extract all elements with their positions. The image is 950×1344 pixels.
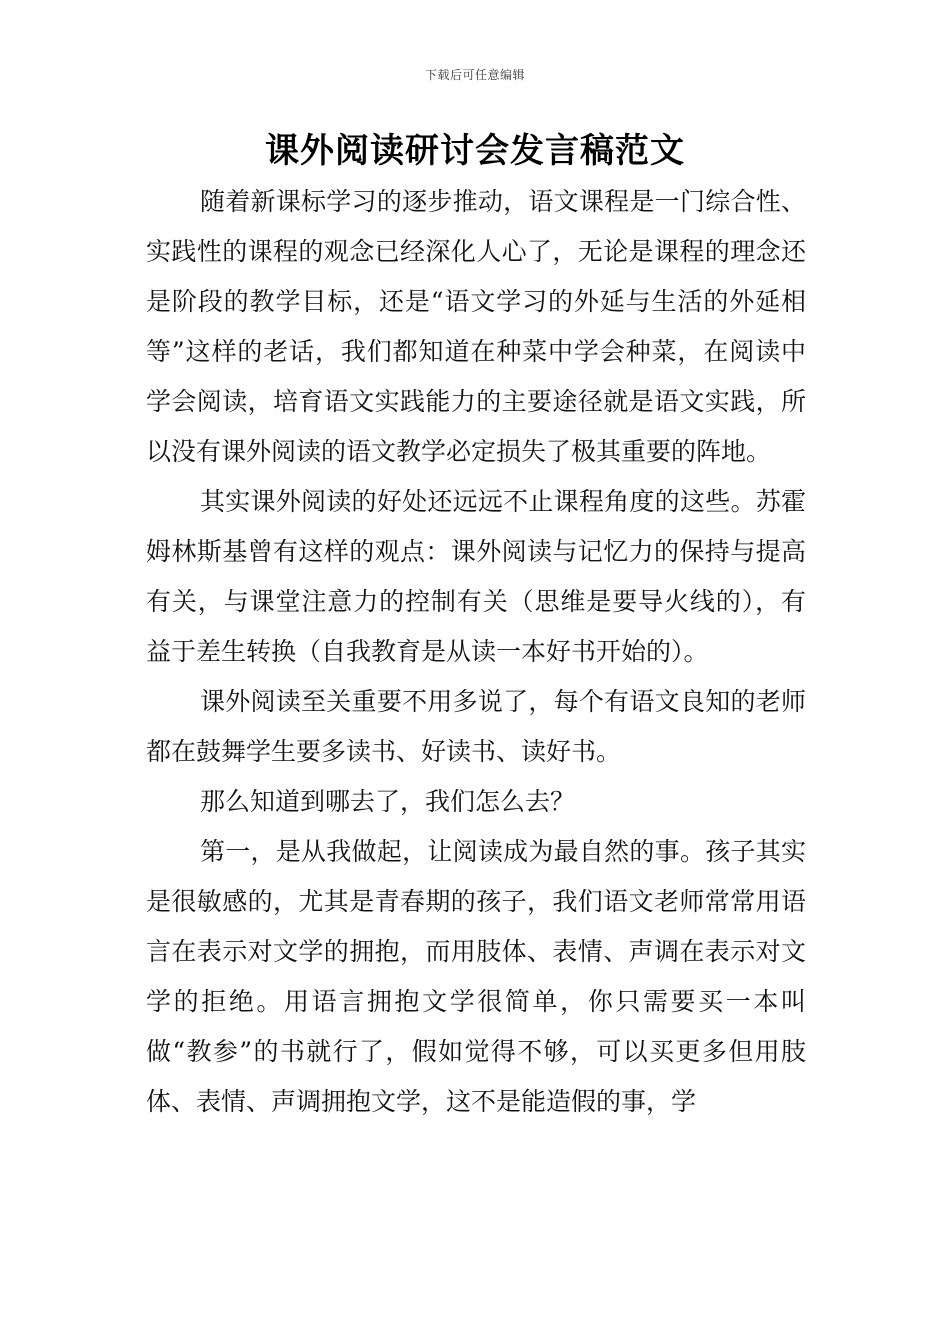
paragraph-5: 第一，是从我做起，让阅读成为最自然的事。孩子其实是很敏感的，尤其是青春期的孩子，我们语文老师常常用语言在表示对文学的拥抱，而用肢体、表情、声调在表示对文学的拒绝。用语言拥抱文学很简单，你只需要买一本叫做“教参”的书就行了，假如觉得不够，可以买更多但用肢体、表情、声调拥抱文学，这不是能造假的事，学: [146, 837, 806, 1116]
paragraph-4: 那么知道到哪去了，我们怎么去？: [200, 787, 576, 816]
header-note: 下载后可任意编辑: [424, 68, 525, 82]
document-title: 课外阅读研讨会发言稿范文: [265, 131, 685, 171]
paragraph-3: 课外阅读至关重要不用多说了，每个有语文良知的老师都在鼓舞学生要多读书、好读书、读好书。: [146, 687, 806, 766]
paragraph-2: 其实课外阅读的好处还远远不止课程角度的这些。苏霍姆林斯基曾有这样的观点：课外阅读与记忆力的保持与提高有关，与课堂注意力的控制有关（思维是要导火线的），有益于差生转换（自我教育是从读一本好书开始的）。: [146, 487, 806, 666]
paragraph-1: 随着新课标学习的逐步推动，语文课程是一门综合性、实践性的课程的观念已经深化人心了，无论是课程的理念还是阶段的教学目标，还是“语文学习的外延与生活的外延相等”这样的老话，我们都知道在种菜中学会种菜，在阅读中学会阅读，培育语文实践能力的主要途径就是语文实践，所以没有课外阅读的语文教学必定损失了极其重要的阵地。: [146, 187, 806, 466]
document-body: [146, 177, 806, 1127]
